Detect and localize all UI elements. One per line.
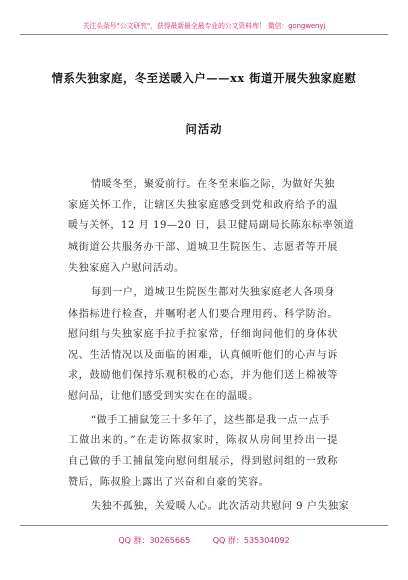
paragraph-2-line-2: 体指标进行检查，并嘱咐老人们要合理用药、科学防治。 xyxy=(68,309,338,320)
paragraph-2-line-4: 况、生活情况以及面临的困难，认真倾听他们的心声与诉 xyxy=(68,350,338,361)
paragraph-2-line-6: 慰问品，让他们感受到实实在在的温暖。 xyxy=(68,391,259,402)
paragraph-1-line-2: 家庭关怀工作，让辖区失独家庭感受到党和政府给予的温 xyxy=(68,200,338,211)
document-title-continued: 问活动 xyxy=(185,122,223,136)
paragraph-2-line-3: 慰问组与失独家庭手拉手拉家常，仔细询问他们的身体状 xyxy=(68,329,338,340)
footer-contact xyxy=(20,535,388,546)
paragraph-2-line-1: 每到一户，道城卫生院医生都对失独家庭老人各项身 xyxy=(91,287,335,298)
paragraph-1-line-4: 城街道公共服务办干部、道城卫生院医生、志愿者等开展 xyxy=(68,242,338,253)
paragraph-3-line-1: “做手工捕鼠笼三十多年了，这些都是我一点一点手 xyxy=(91,415,330,426)
header-divider xyxy=(20,34,388,35)
footer-qq-group-1: QQ 群：30265665 xyxy=(118,536,191,545)
header-banner: 关注头条号"公文研究"，获得最新最全最专业的公文资料库！ 微信：gongwenyj xyxy=(82,22,326,30)
paragraph-3-line-2: 工做出来的。”在走访陈叔家时，陈叔从房间里拎出一提 xyxy=(68,435,338,446)
paragraph-2-line-5: 求，鼓励他们保持乐观积极的心态，并为他们送上棉被等 xyxy=(68,370,338,381)
paragraph-1-line-1: 情暖冬至，聚爱前行。在冬至来临之际，为做好失独 xyxy=(91,179,335,190)
paragraph-4-line-1: 失独不孤独，关爱暖人心。此次活动共慰问 9 户失独家 xyxy=(91,501,350,512)
paragraph-3-line-4: 赞后，陈叔脸上露出了兴奋和自豪的笑容。 xyxy=(68,477,270,488)
document-title: 情系失独家庭，冬至送暖入户——xx 街道开展失独家庭慰 xyxy=(51,71,357,85)
paragraph-1-line-3: 暖与关怀，12 月 19—20 日，县卫健局副局长陈东标率领道 xyxy=(68,220,355,231)
paragraph-3-line-3: 自己做的手工捕鼠笼向慰问组展示，得到慰问组的一致称 xyxy=(68,456,338,467)
footer-divider xyxy=(20,525,388,526)
paragraph-1-line-5: 失独家庭入户慰问活动。 xyxy=(68,263,185,274)
footer-qq-group-2: QQ 群：535304092 xyxy=(212,536,290,545)
